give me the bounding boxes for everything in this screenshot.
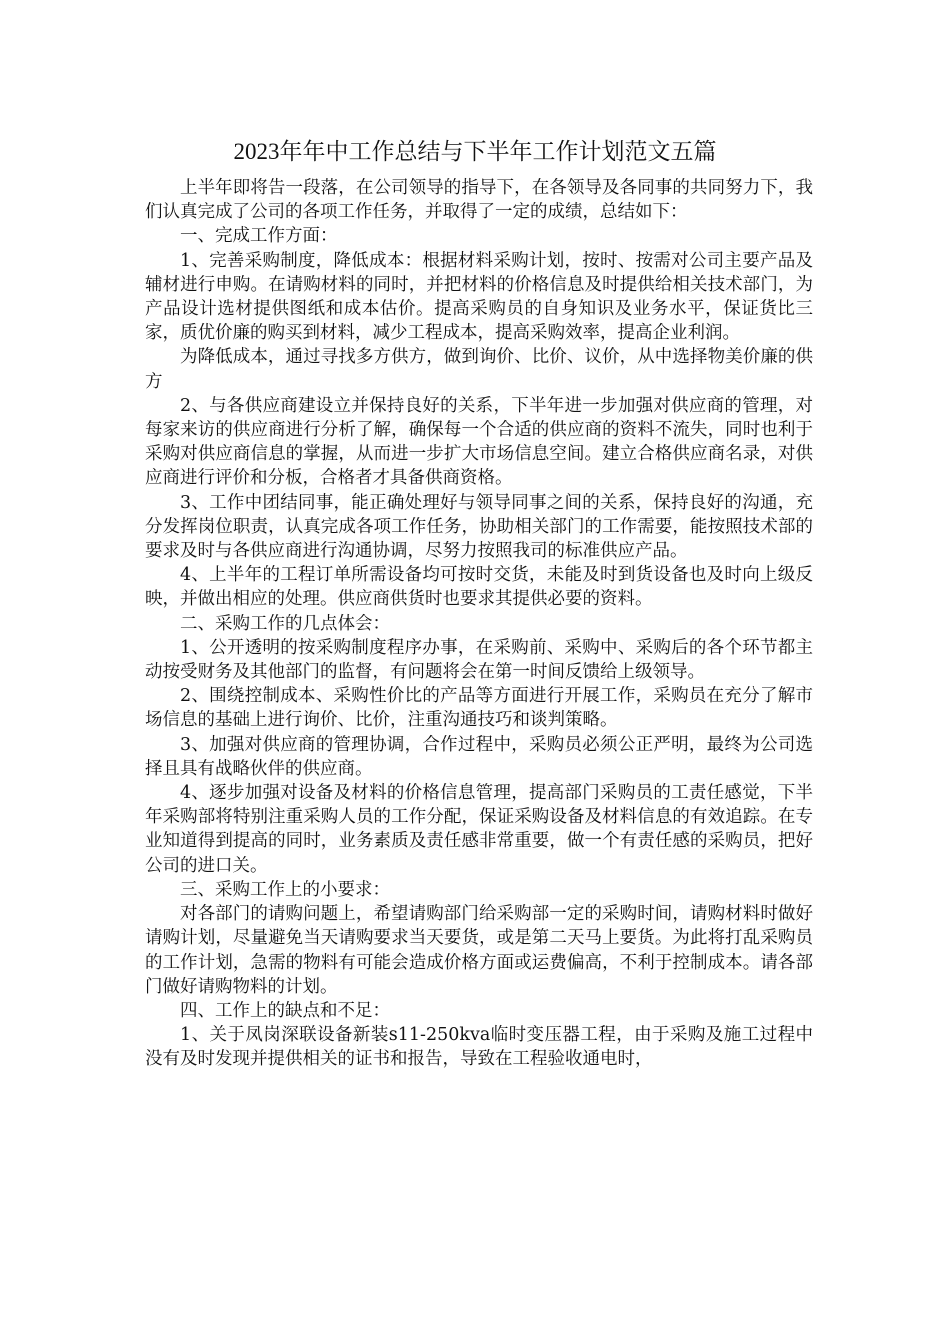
section-heading-4: 四、工作上的缺点和不足： — [180, 1000, 390, 1021]
paragraph-1-4: 4、上半年的工程订单所需设备均可按时交货，未能及时到货设备也及时向上级反映，并做出相应的处理。供应商供货时也要求其提供必要的资料。 — [145, 565, 813, 610]
paragraph-4-1: 1、关于凤岗深联设备新装s11-250kva临时变压器工程，由于采购及施工过程中没有及时发现并提供相关的证书和报告，导致在工程验收通电时， — [145, 1025, 813, 1070]
section-heading-2: 二、采购工作的几点体会： — [180, 613, 390, 634]
paragraph-3-1: 对各部门的请购问题上，希望请购部门给采购部一定的采购时间，请购材料时做好请购计划，尽量避免当天请购要求当天要货，或是第二天马上要货。为此将打乱采购员的工作计划，急需的物料有可能会造成价格方面或运费偏高，不利于控制成本。请各部门做好请购物料的计划。 — [145, 904, 813, 997]
paragraph-1-2: 2、与各供应商建设立并保持良好的关系，下半年进一步加强对供应商的管理，对每家来访的供应商进行分析了解，确保每一个合适的供应商的资料不流失，同时也利于采购对供应商信息的掌握，从而进一步扩大市场信息空间。建立合格供应商名录，对供应商进行评价和分板，合格者才具备供商资格。 — [145, 395, 813, 489]
section-heading-1: 一、完成工作方面： — [180, 226, 338, 247]
document-title: 2023年年中工作总结与下半年工作计划范文五篇 — [233, 139, 717, 164]
intro-paragraph: 上半年即将告一段落，在公司领导的指导下，在各领导及各同事的共同努力下，我们认真完成了公司的各项工作任务，并取得了一定的成绩，总结如下： — [145, 178, 813, 223]
paragraph-cost-reduction: 为降低成本，通过寻找多方供方，做到询价、比价、议价，从中选择物美价廉的供方 — [145, 347, 813, 392]
paragraph-2-4: 4、逐步加强对设备及材料的价格信息管理，提高部门采购员的工责任感觉，下半年采购部将特别注重采购人员的工作分配，保证采购设备及材料信息的有效追踪。在专业知道得到提高的同时，业务素质及责任感非常重要，做一个有责任感的采购员，把好公司的进口关。 — [145, 783, 813, 876]
paragraph-1-1: 1、完善采购制度，降低成本：根据材料采购计划，按时、按需对公司主要产品及辅材进行申购。在请购材料的同时，并把材料的价格信息及时提供给相关技术部门，为产品设计选材提供图纸和成本估价。提高采购员的自身知识及业务水平，保证货比三家，质优价廉的购买到材料，减少工程成本，提高采购效率，提高企业利润。 — [145, 250, 813, 344]
paragraph-1-3: 3、工作中团结同事，能正确处理好与领导同事之间的关系，保持良好的沟通，充分发挥岗位职责，认真完成各项工作任务，协助相关部门的工作需要，能按照技术部的要求及时与各供应商进行沟通协调，尽努力按照我司的标准供应产品。 — [145, 492, 813, 562]
paragraph-2-2: 2、围绕控制成本、采购性价比的产品等方面进行开展工作，采购员在充分了解市场信息的基础上进行询价、比价，注重沟通技巧和谈判策略。 — [145, 686, 813, 731]
document-body — [145, 176, 813, 1072]
section-heading-3: 三、采购工作上的小要求： — [180, 879, 390, 900]
paragraph-2-3: 3、加强对供应商的管理协调，合作过程中，采购员必须公正严明，最终为公司选择且具有战略伙伴的供应商。 — [145, 734, 813, 779]
paragraph-2-1: 1、公开透明的按采购制度程序办事，在采购前、采购中、采购后的各个环节都主动按受财务及其他部门的监督，有问题将会在第一时间反馈给上级领导。 — [145, 637, 813, 683]
